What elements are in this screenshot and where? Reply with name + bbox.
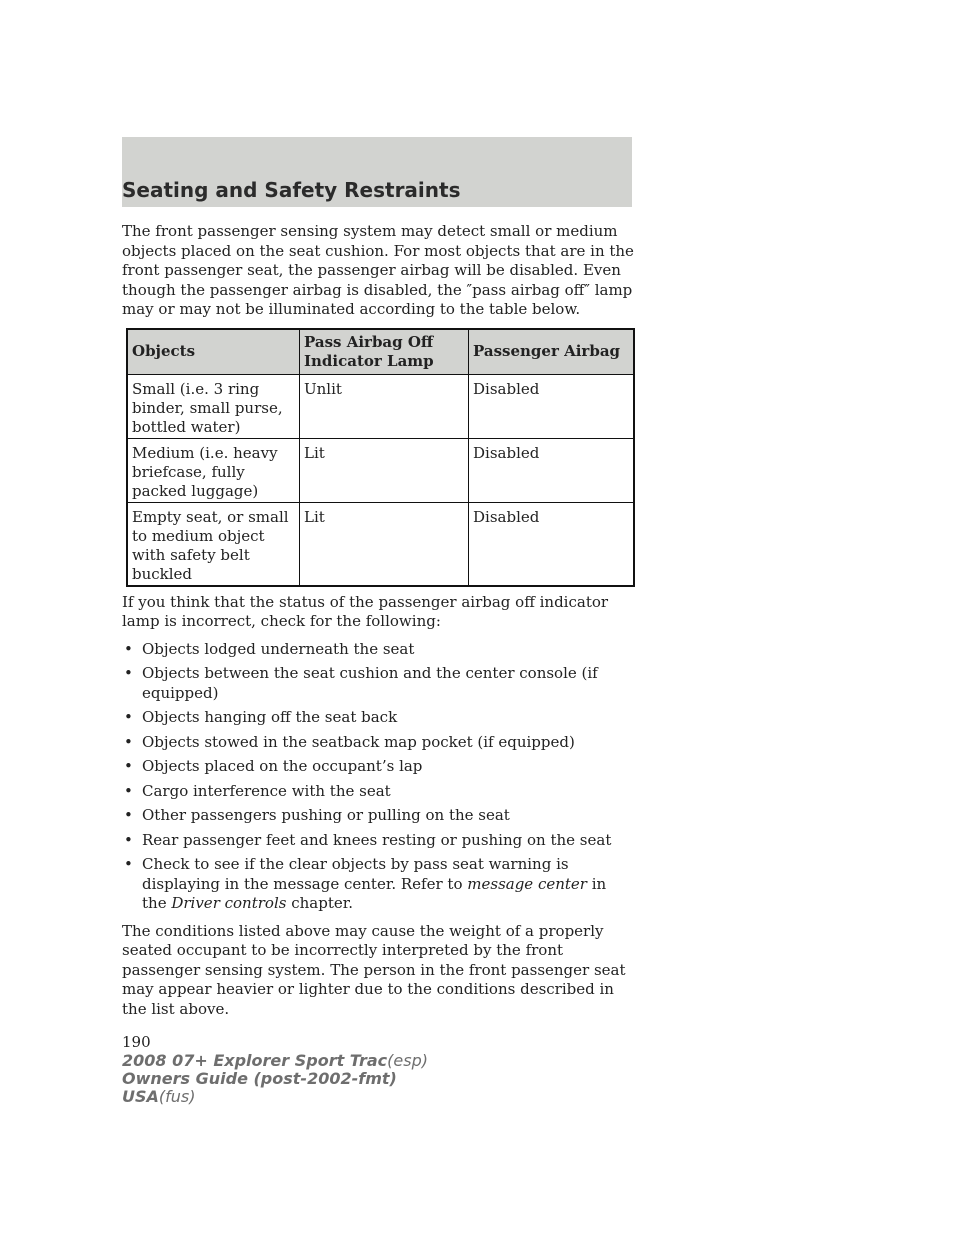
list-item [122,757,634,777]
message-center-reference: message center [467,874,587,893]
list-item [122,664,634,703]
list-item-text: Objects hanging off the seat back [142,708,398,726]
bullet-icon: • [124,708,133,726]
table-row [127,502,634,586]
closing-paragraph: The conditions listed above may cause the weight of a properly seated occupant to be incorrectly interpreted by the front passenger sensing system. The person in the front passenger seat may appear heavier or lighter due to the conditions described in the list above. [122,921,626,1018]
bullet-icon: • [124,639,133,658]
footer-line-2 [122,1070,428,1088]
list-item-text-part: chapter. [286,894,354,912]
bullet-icon: • [124,781,133,800]
bullet-icon: • [124,757,133,775]
footer-market-code: (fus) [158,1087,196,1106]
list-item-text: Objects between the seat cushion and the center console (if equipped) [142,664,598,702]
list-item-text: Other passengers pushing or pulling on the seat [142,806,510,824]
footer-market: USA [122,1087,159,1106]
list-item [122,733,634,753]
table-cell-airbag: Disabled [469,502,635,586]
footer-line-3 [122,1088,428,1106]
table-cell-airbag: Disabled [469,374,635,438]
header-objects: Objects [127,329,300,375]
section-title: Seating and Safety Restraints [122,178,461,202]
document-footer [122,1052,428,1106]
list-item-text: Cargo interference with the seat [142,781,391,800]
table-cell-lamp: Unlit [300,374,469,438]
bullet-icon: • [124,732,133,751]
bullet-icon: • [124,806,133,824]
footer-model-code: (esp) [387,1051,428,1070]
header-passenger-airbag: Passenger Airbag [469,329,635,375]
table-cell-objects: Empty seat, or small to medium object with safety belt buckled [127,502,300,586]
list-item-text: Objects lodged underneath the seat [142,639,415,658]
list-item [122,640,634,660]
check-intro-paragraph: If you think that the status of the passenger airbag off indicator lamp is incorrect, check for the following: [122,592,609,630]
table-header-row [127,329,634,375]
table-cell-lamp: Lit [300,502,469,586]
list-item-text-part: Check to see if the clear objects by pass seat warning is displaying in the message center. Refer to [142,855,569,893]
list-item [122,855,634,914]
page-number: 190 [122,1033,151,1051]
check-list [122,640,634,914]
table-cell-objects: Medium (i.e. heavy briefcase, fully packed luggage) [127,438,300,502]
bullet-icon: • [124,830,133,849]
list-item [122,782,634,802]
bullet-icon: • [124,664,133,682]
table-cell-objects: Small (i.e. 3 ring binder, small purse, bottled water) [127,374,300,438]
table-row [127,374,634,438]
list-item [122,831,634,851]
bullet-icon: • [124,855,133,873]
table-cell-airbag: Disabled [469,438,635,502]
footer-line-1 [122,1052,428,1070]
objects-table [126,328,635,587]
list-item-text: Objects stowed in the seatback map pocket (if equipped) [142,732,575,751]
footer-guide: Owners Guide (post-2002-fmt) [122,1069,397,1088]
table-row [127,438,634,502]
list-item-text: Rear passenger feet and knees resting or pushing on the seat [142,830,612,849]
intro-paragraph: The front passenger sensing system may detect small or medium objects placed on the seat cushion. For most objects that are in the front passenger seat, the passenger airbag will be disabled. Even though the passenger airbag is disabled, the ″pass airbag off″ lamp may or may not be illuminated according to the table below. [122,222,634,318]
page-content [122,222,634,1053]
list-item [122,806,634,826]
list-item [122,708,634,728]
list-item-text: Objects placed on the occupant’s lap [142,757,423,775]
header-indicator-lamp: Pass Airbag Off Indicator Lamp [300,329,469,375]
list-item-text [142,855,606,912]
driver-controls-reference: Driver controls [171,894,287,912]
list-item-text-part: in the [142,874,607,912]
table-cell-lamp: Lit [300,438,469,502]
footer-model: 2008 07+ Explorer Sport Trac [122,1051,388,1070]
